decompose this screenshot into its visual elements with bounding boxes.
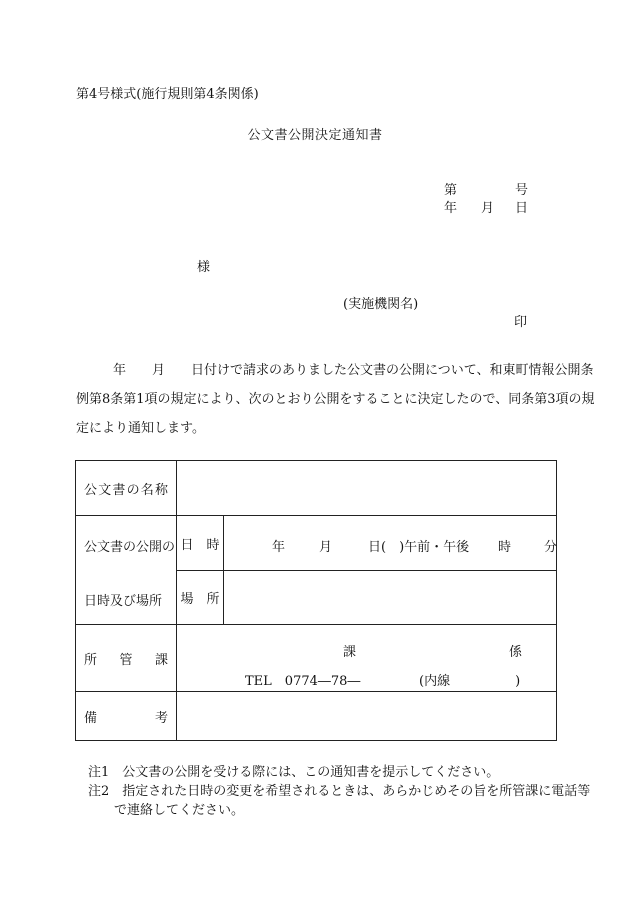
body-paragraph — [76, 356, 595, 443]
body-line-1: 年 月 日付けで請求のありました公文書の公開について、和東町情報公開条 — [113, 363, 594, 378]
date-year: 年 — [444, 201, 458, 216]
decision-table — [75, 460, 557, 741]
note-2: 注2 指定された日時の変更を希望されるときは、あらかじめその旨を所管課に電話等 — [88, 784, 591, 799]
dept-kakari: 係 — [509, 645, 523, 660]
datetime-minute: 分 — [544, 540, 558, 555]
document-title: 公文書公開決定通知書 — [247, 128, 383, 143]
dept-extension: (内線 ) — [419, 674, 521, 689]
datetime-day: 日( )午前・午後 — [368, 540, 470, 555]
remarks-field — [177, 692, 557, 741]
body-line-2: 例第8条第1項の規定により、次のとおり公開をすることに決定したので、同条第3項の規 — [76, 392, 595, 407]
place-sub-label: 場 所 — [177, 571, 224, 625]
seal-mark: 印 — [514, 315, 528, 330]
datetime-place-label — [76, 516, 177, 625]
body-line-3: 定により通知します。 — [76, 421, 205, 436]
place-field — [224, 571, 557, 625]
dept-field — [177, 625, 557, 692]
remarks-label: 備 考 — [76, 692, 177, 741]
doc-name-label: 公 文 書 の 名 称 — [76, 461, 177, 516]
date-day: 日 — [515, 201, 529, 216]
number-suffix: 号 — [515, 183, 529, 198]
dept-ka: 課 — [343, 645, 357, 660]
agency-name: (実施機関名) — [343, 297, 419, 312]
datetime-field — [224, 516, 557, 571]
note-1: 注1 公文書の公開を受ける際には、この通知書を提示してください。 — [88, 765, 500, 780]
dept-tel: TEL 0774―78― — [245, 674, 361, 689]
datetime-year: 年 — [272, 540, 286, 555]
datetime-hour: 時 — [498, 540, 512, 555]
date-month: 月 — [481, 201, 495, 216]
dept-label: 所 管 課 — [76, 625, 177, 692]
datetime-place-label-1: 公文書の公開の — [84, 540, 176, 555]
datetime-sub-label: 日 時 — [177, 516, 224, 571]
doc-name-field — [177, 461, 557, 516]
form-number-label: 第4号様式(施行規則第4条関係) — [76, 87, 259, 102]
datetime-place-label-2: 日時及び場所 — [84, 594, 163, 609]
datetime-month: 月 — [319, 540, 333, 555]
note-2-continued: で連絡してください。 — [88, 803, 245, 818]
number-prefix: 第 — [444, 183, 458, 198]
addressee-suffix: 様 — [197, 260, 211, 275]
notes-section — [88, 763, 590, 820]
